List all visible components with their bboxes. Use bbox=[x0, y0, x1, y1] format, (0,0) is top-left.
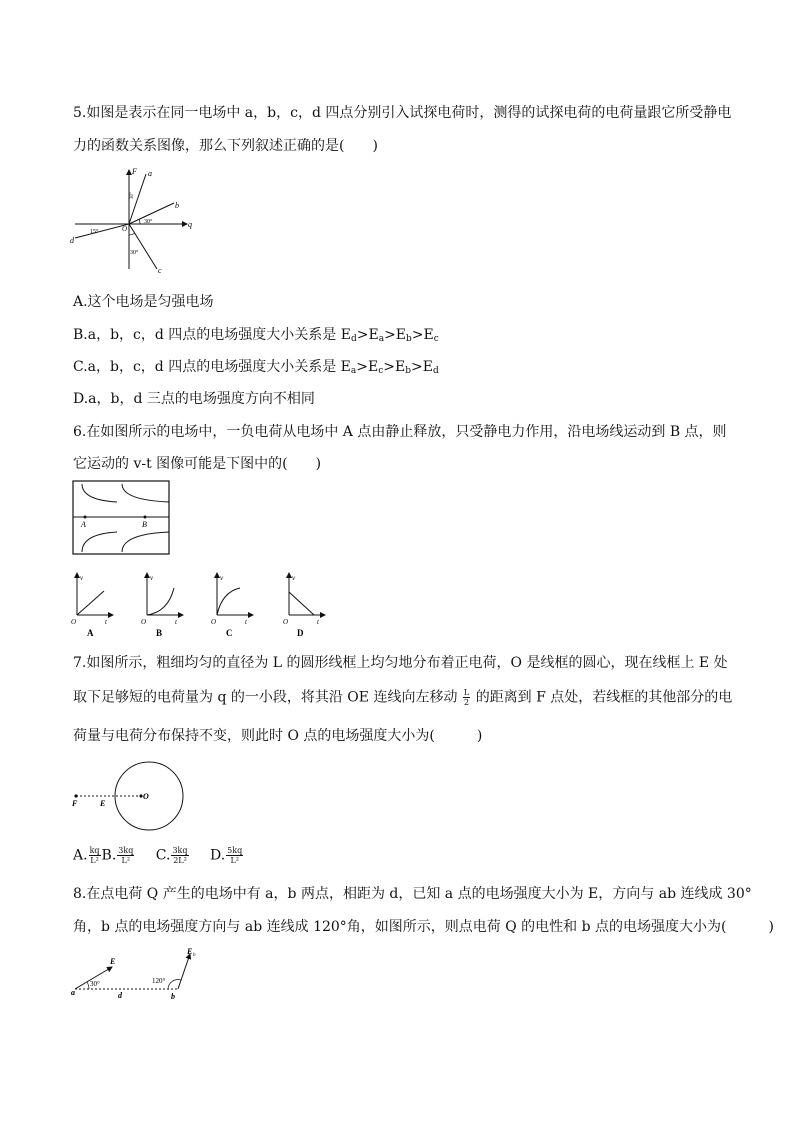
q8-angle-b: 120° bbox=[152, 977, 166, 985]
q7-frac-den: 2 bbox=[464, 698, 470, 707]
q6-graph-a bbox=[68, 570, 118, 638]
q5-option-d: D.a，b，d 三点的电场强度方向不相同 bbox=[73, 391, 315, 407]
q5-option-b-gt2: >E bbox=[384, 327, 407, 343]
q5-figure bbox=[70, 165, 200, 277]
q6-choice-a: A bbox=[87, 628, 94, 638]
q7-stem-line2 bbox=[73, 688, 732, 707]
q6-graph-b-o: O bbox=[141, 618, 147, 626]
q6-graph-a-o: O bbox=[71, 618, 77, 626]
q5-origin-label: O bbox=[122, 225, 128, 233]
q7-option-b-den: L² bbox=[121, 856, 131, 865]
q6-graph-b-t: t bbox=[175, 618, 177, 626]
q7-figure bbox=[70, 760, 190, 835]
q5-option-c-sub4: d bbox=[432, 366, 439, 376]
q7-option-a-frac bbox=[89, 846, 101, 865]
q7-point-o: O bbox=[143, 792, 149, 801]
q8-label-a: a bbox=[71, 988, 75, 997]
q5-option-b bbox=[73, 326, 439, 348]
q5-option-b-sub4: c bbox=[433, 334, 439, 344]
q6-point-a: A bbox=[81, 520, 86, 529]
q8-label-eb-sub: b bbox=[193, 953, 196, 958]
q5-label-c: c bbox=[158, 266, 162, 275]
q7-option-a-den: L² bbox=[90, 856, 99, 865]
q6-graph-d-o: O bbox=[283, 618, 289, 626]
q5-option-c-sub2: c bbox=[378, 366, 384, 376]
q7-options bbox=[73, 846, 244, 865]
q7-option-c-den: 2L² bbox=[173, 856, 187, 865]
q8-figure bbox=[70, 945, 200, 1003]
q7-frac-num: L bbox=[463, 688, 470, 697]
q7-option-b-frac bbox=[117, 846, 134, 865]
q5-option-b-gt3: >E bbox=[411, 327, 434, 343]
q8-label-d: d bbox=[118, 991, 122, 1000]
q7-option-a-num: kq bbox=[89, 846, 100, 855]
q5-label-d: d bbox=[70, 236, 74, 245]
q5-f-label: F bbox=[132, 167, 137, 176]
q7-option-b-num: 3kq bbox=[118, 846, 134, 855]
q5-option-c-gt1: >E bbox=[356, 359, 379, 375]
q7-option-a bbox=[73, 846, 102, 865]
q5-line-d bbox=[75, 224, 129, 238]
q5-option-b-prefix: B.a，b，c，d 四点的电场强度大小关系是 E bbox=[73, 327, 351, 343]
q7-option-d-num: 5kq bbox=[227, 846, 243, 855]
q7-stem-line2-a: 取下足够短的电荷量为 q 的一小段，将其沿 OE 连线向左移动 bbox=[73, 689, 458, 706]
q6-graph-a-t: t bbox=[105, 618, 107, 626]
q7-option-c bbox=[156, 846, 190, 865]
q7-option-c-num: 3kq bbox=[172, 846, 188, 855]
q5-label-b: b bbox=[175, 201, 179, 210]
q7-option-d bbox=[210, 846, 244, 865]
q6-stem-line2: 它运动的 v-t 图像可能是下图中的( ) bbox=[73, 456, 322, 472]
q8-label-eb: E bbox=[187, 947, 193, 956]
q6-choice-d: D bbox=[297, 628, 304, 638]
q5-angle-d: 15° bbox=[90, 229, 99, 235]
q5-option-c-prefix: C.a，b，c，d 四点的电场强度大小关系是 E bbox=[73, 359, 351, 375]
q6-graph-c-o: O bbox=[211, 618, 217, 626]
q5-option-b-sub1: d bbox=[350, 334, 357, 344]
q7-point-f: F bbox=[72, 799, 78, 808]
q6-field-figure bbox=[72, 480, 172, 556]
q8-angle-a: 30° bbox=[90, 980, 100, 988]
q8-label-b: b bbox=[171, 992, 175, 1001]
q5-option-c-gt2: >E bbox=[383, 359, 406, 375]
q7-option-d-frac bbox=[226, 846, 243, 865]
q5-option-a: A.这个电场是匀强电场 bbox=[73, 294, 214, 310]
q5-angle-b: 30° bbox=[144, 219, 153, 225]
q7-stem-fraction bbox=[463, 688, 470, 707]
q5-option-c bbox=[73, 358, 439, 380]
q7-option-d-den: L² bbox=[230, 856, 239, 865]
q5-line-c bbox=[129, 224, 157, 269]
q8-stem-line2: 角，b 点的电场强度方向与 ab 连线成 120°角，如图所示，则点电荷 Q 的电性和 b 点的电场强度大小为( ) bbox=[73, 919, 774, 935]
q7-option-c-frac bbox=[171, 846, 188, 865]
q5-stem-line1: 5.如图是表示在同一电场中 a，b，c，d 四点分别引入试探电荷时，测得的试探电荷的电荷量跟它所受静电 bbox=[73, 105, 732, 121]
q6-graph-a-v: v bbox=[80, 574, 84, 582]
q6-graph-d-t: t bbox=[317, 618, 319, 626]
q7-option-b-label: B. bbox=[101, 847, 117, 864]
q5-option-b-sub3: b bbox=[406, 334, 412, 344]
q8-stem-line1: 8.在点电荷 Q 产生的电场中有 a，b 两点，相距为 d，已知 a 点的电场强度大小为 E，方向与 ab 连线成 30° bbox=[73, 886, 752, 902]
q5-q-label: q bbox=[188, 220, 192, 229]
q7-stem-line3: 荷量与电荷分布保持不变，则此时 O 点的电场强度大小为( ) bbox=[73, 728, 483, 744]
q6-graph-b bbox=[138, 570, 188, 638]
q7-option-a-label: A. bbox=[73, 847, 88, 864]
q6-point-b: B bbox=[142, 520, 147, 529]
q5-angle-c: 30° bbox=[130, 250, 139, 256]
q6-graph-d-v: v bbox=[292, 574, 296, 582]
q7-stem-line2-b: 的距离到 F 点处，若线框的其他部分的电 bbox=[475, 689, 733, 706]
q6-graph-d bbox=[280, 570, 330, 638]
q7-option-d-label: D. bbox=[209, 847, 226, 864]
q5-label-a: a bbox=[148, 169, 152, 178]
q5-option-b-sub2: a bbox=[378, 334, 385, 344]
q5-stem-line2: 力的函数关系图像，那么下列叙述正确的是( ) bbox=[73, 138, 378, 154]
q7-option-b bbox=[102, 846, 136, 865]
q5-option-c-sub1: a bbox=[350, 366, 357, 376]
q5-option-c-gt3: >E bbox=[411, 359, 433, 375]
q6-graph-c-v: v bbox=[220, 574, 224, 582]
q6-graph-c-t: t bbox=[245, 618, 247, 626]
q5-angle-a: 30° bbox=[130, 192, 135, 199]
q6-graph-b-v: v bbox=[150, 574, 154, 582]
q6-choice-c: C bbox=[226, 628, 233, 638]
q6-graph-c bbox=[208, 570, 258, 638]
q7-option-c-label: C. bbox=[155, 847, 171, 864]
q6-stem-line1: 6.在如图所示的电场中，一负电荷从电场中 A 点由静止释放，只受静电力作用，沿电场线运动到 B 点，则 bbox=[73, 424, 727, 440]
q5-option-c-sub3: b bbox=[405, 366, 411, 376]
q7-stem-line1: 7.如图所示，粗细均匀的直径为 L 的圆形线框上均匀地分布着正电荷，O 是线框的圆心，现在线框上 E 处 bbox=[73, 655, 728, 671]
q8-label-e: E bbox=[110, 957, 116, 966]
q5-option-b-gt1: >E bbox=[356, 327, 379, 343]
q7-point-e: E bbox=[100, 799, 106, 808]
q6-choice-b: B bbox=[156, 628, 163, 638]
